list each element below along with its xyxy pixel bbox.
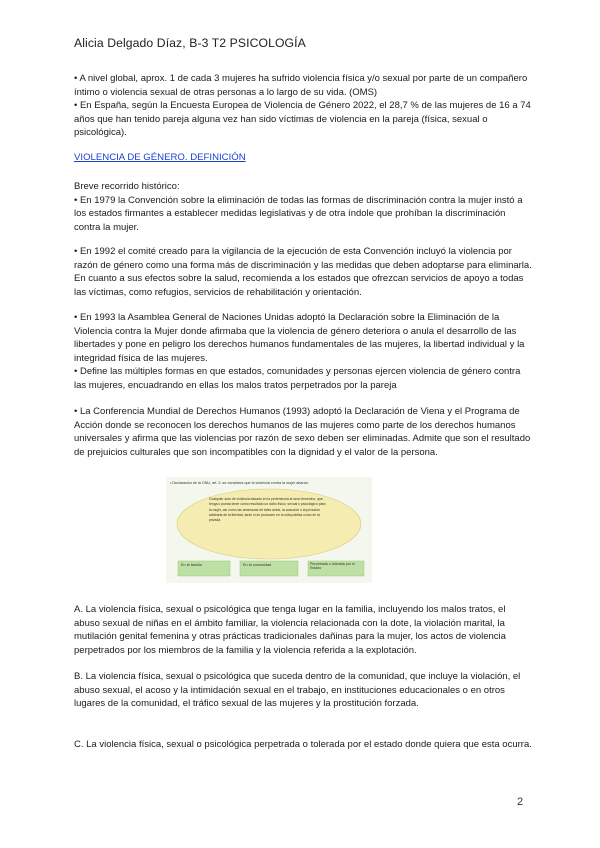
history-paragraph-forms: • Define las múltiples formas en que estados, comunidades y personas ejercen violencia de género contra las mujeres, encuadrando en ellas los malos tratos perpetrados por la pareja [74, 366, 521, 391]
bubble-text: Cualquier acto de violencia basado en la pertenencia al sexo femenino, que tenga o pueda tener como resultado un daño físico, sexual o psicológico para la mujer, así como las amenazas de tales actos, la coacción o la privación arbitraria de la libertad, tanto si se producen en la vida pública como en la privada. [209, 497, 326, 523]
box-state-label: Perpetrada o tolerada por el Estado [310, 562, 355, 571]
un-declaration-figure [166, 477, 372, 583]
box-family-label: En la familia [181, 563, 202, 567]
history-vienna-block [74, 405, 532, 459]
history-paragraph-1992: • En 1992 el comité creado para la vigilancia de la ejecución de esta Convención incluyó la violencia por razón de género como una forma más de discriminación y las medidas que deben adoptarse para eliminarla. En cuanto a sus efectos sobre la salud, recomienda a los estados que ofrezcan servicios de apoyo a todas las víctimas, como refugios, servicios de rehabilitación y orientación. [74, 246, 532, 298]
box-state-text-container [310, 562, 362, 575]
intro-block [74, 72, 532, 140]
history-1993-block [74, 311, 532, 393]
definition-b: B. La violencia física, sexual o psicológica que suceda dentro de la comunidad, que incluye la violación, el abuso sexual, el acoso y la intimidación sexual en el trabajo, en instituciones educacionales o en otros lugares de la comunidad, el tráfico sexual de las mujeres y la prostitución forzada. [74, 671, 521, 710]
section-title-link[interactable]: VIOLENCIA DE GÉNERO. DEFINICIÓN [74, 152, 246, 163]
definition-a: A. La violencia física, sexual o psicológica que tenga lugar en la familia, incluyendo los malos tratos, el abuso sexual de niñas en el ámbito familiar, la violencia relacionada con la dote, la violación marital, la mutilación genital femenina y otras prácticas tradicionales dañinas para la mujer, los actos de violencia perpetrados por los miembros de la familia y la violencia referida a la explotación. [74, 604, 506, 656]
box-community-label: En la comunidad [243, 563, 272, 567]
history-1992-block [74, 245, 532, 299]
page-header: Alicia Delgado Díaz, B-3 T2 PSICOLOGÍA [74, 36, 306, 50]
intro-paragraph-spain: • En España, según la Encuesta Europea de Violencia de Género 2022, el 28,7 % de las mujeres de 16 a 74 años que han tenido pareja alguna vez han sido víctimas de violencia en la pareja (física, sexual o psicológica). [74, 100, 531, 139]
definition-c-block [74, 738, 532, 752]
history-paragraph-vienna: • La Conferencia Mundial de Derechos Humanos (1993) adoptó la Declaración de Viena y el Programa de Acción donde se reconocen los derechos humanos de las mujeres como parte de los derechos humanos universales y afirma que las violencias por razón de sexo deben ser eliminadas. Admite que son el resultado de prejuicios culturales que son incompatibles con la dignidad y el valor de la persona. [74, 406, 531, 458]
definition-c: C. La violencia física, sexual o psicológica perpetrada o tolerada por el estado donde quiera que esta ocurra. [74, 739, 532, 750]
history-block [74, 180, 532, 234]
definition-a-block [74, 603, 532, 657]
history-paragraph-1979: • En 1979 la Convención sobre la eliminación de todas las formas de discriminación contra la mujer instó a los estados firmantes a establecer medidas legislativas y de otra índole que prohíban la discriminación contra la mujer. [74, 194, 523, 233]
intro-paragraph-oms: • A nivel global, aprox. 1 de cada 3 mujeres ha sufrido violencia física y/o sexual por parte de un compañero íntimo o violencia sexual de otras personas a lo largo de su vida. (OMS) [74, 73, 528, 98]
definition-b-block [74, 670, 532, 711]
history-paragraph-1993: • En 1993 la Asamblea General de Naciones Unidas adoptó la Declaración sobre la Eliminación de la Violencia contra la Mujer donde afirmaba que la violencia de género deteriora o anula el desarrollo de las libertades y pone en peligro los derechos humanos fundamentales de las mujeres, la libertad individual y la integridad física de las mujeres. [74, 312, 525, 364]
history-intro: Breve recorrido histórico: [74, 181, 180, 192]
page-number: 2 [517, 796, 524, 808]
bubble-text-container [209, 497, 327, 553]
figure-caption: • Declaración de la ONU, art. 2: se considera que la violencia contra la mujer abarca: [170, 481, 309, 485]
